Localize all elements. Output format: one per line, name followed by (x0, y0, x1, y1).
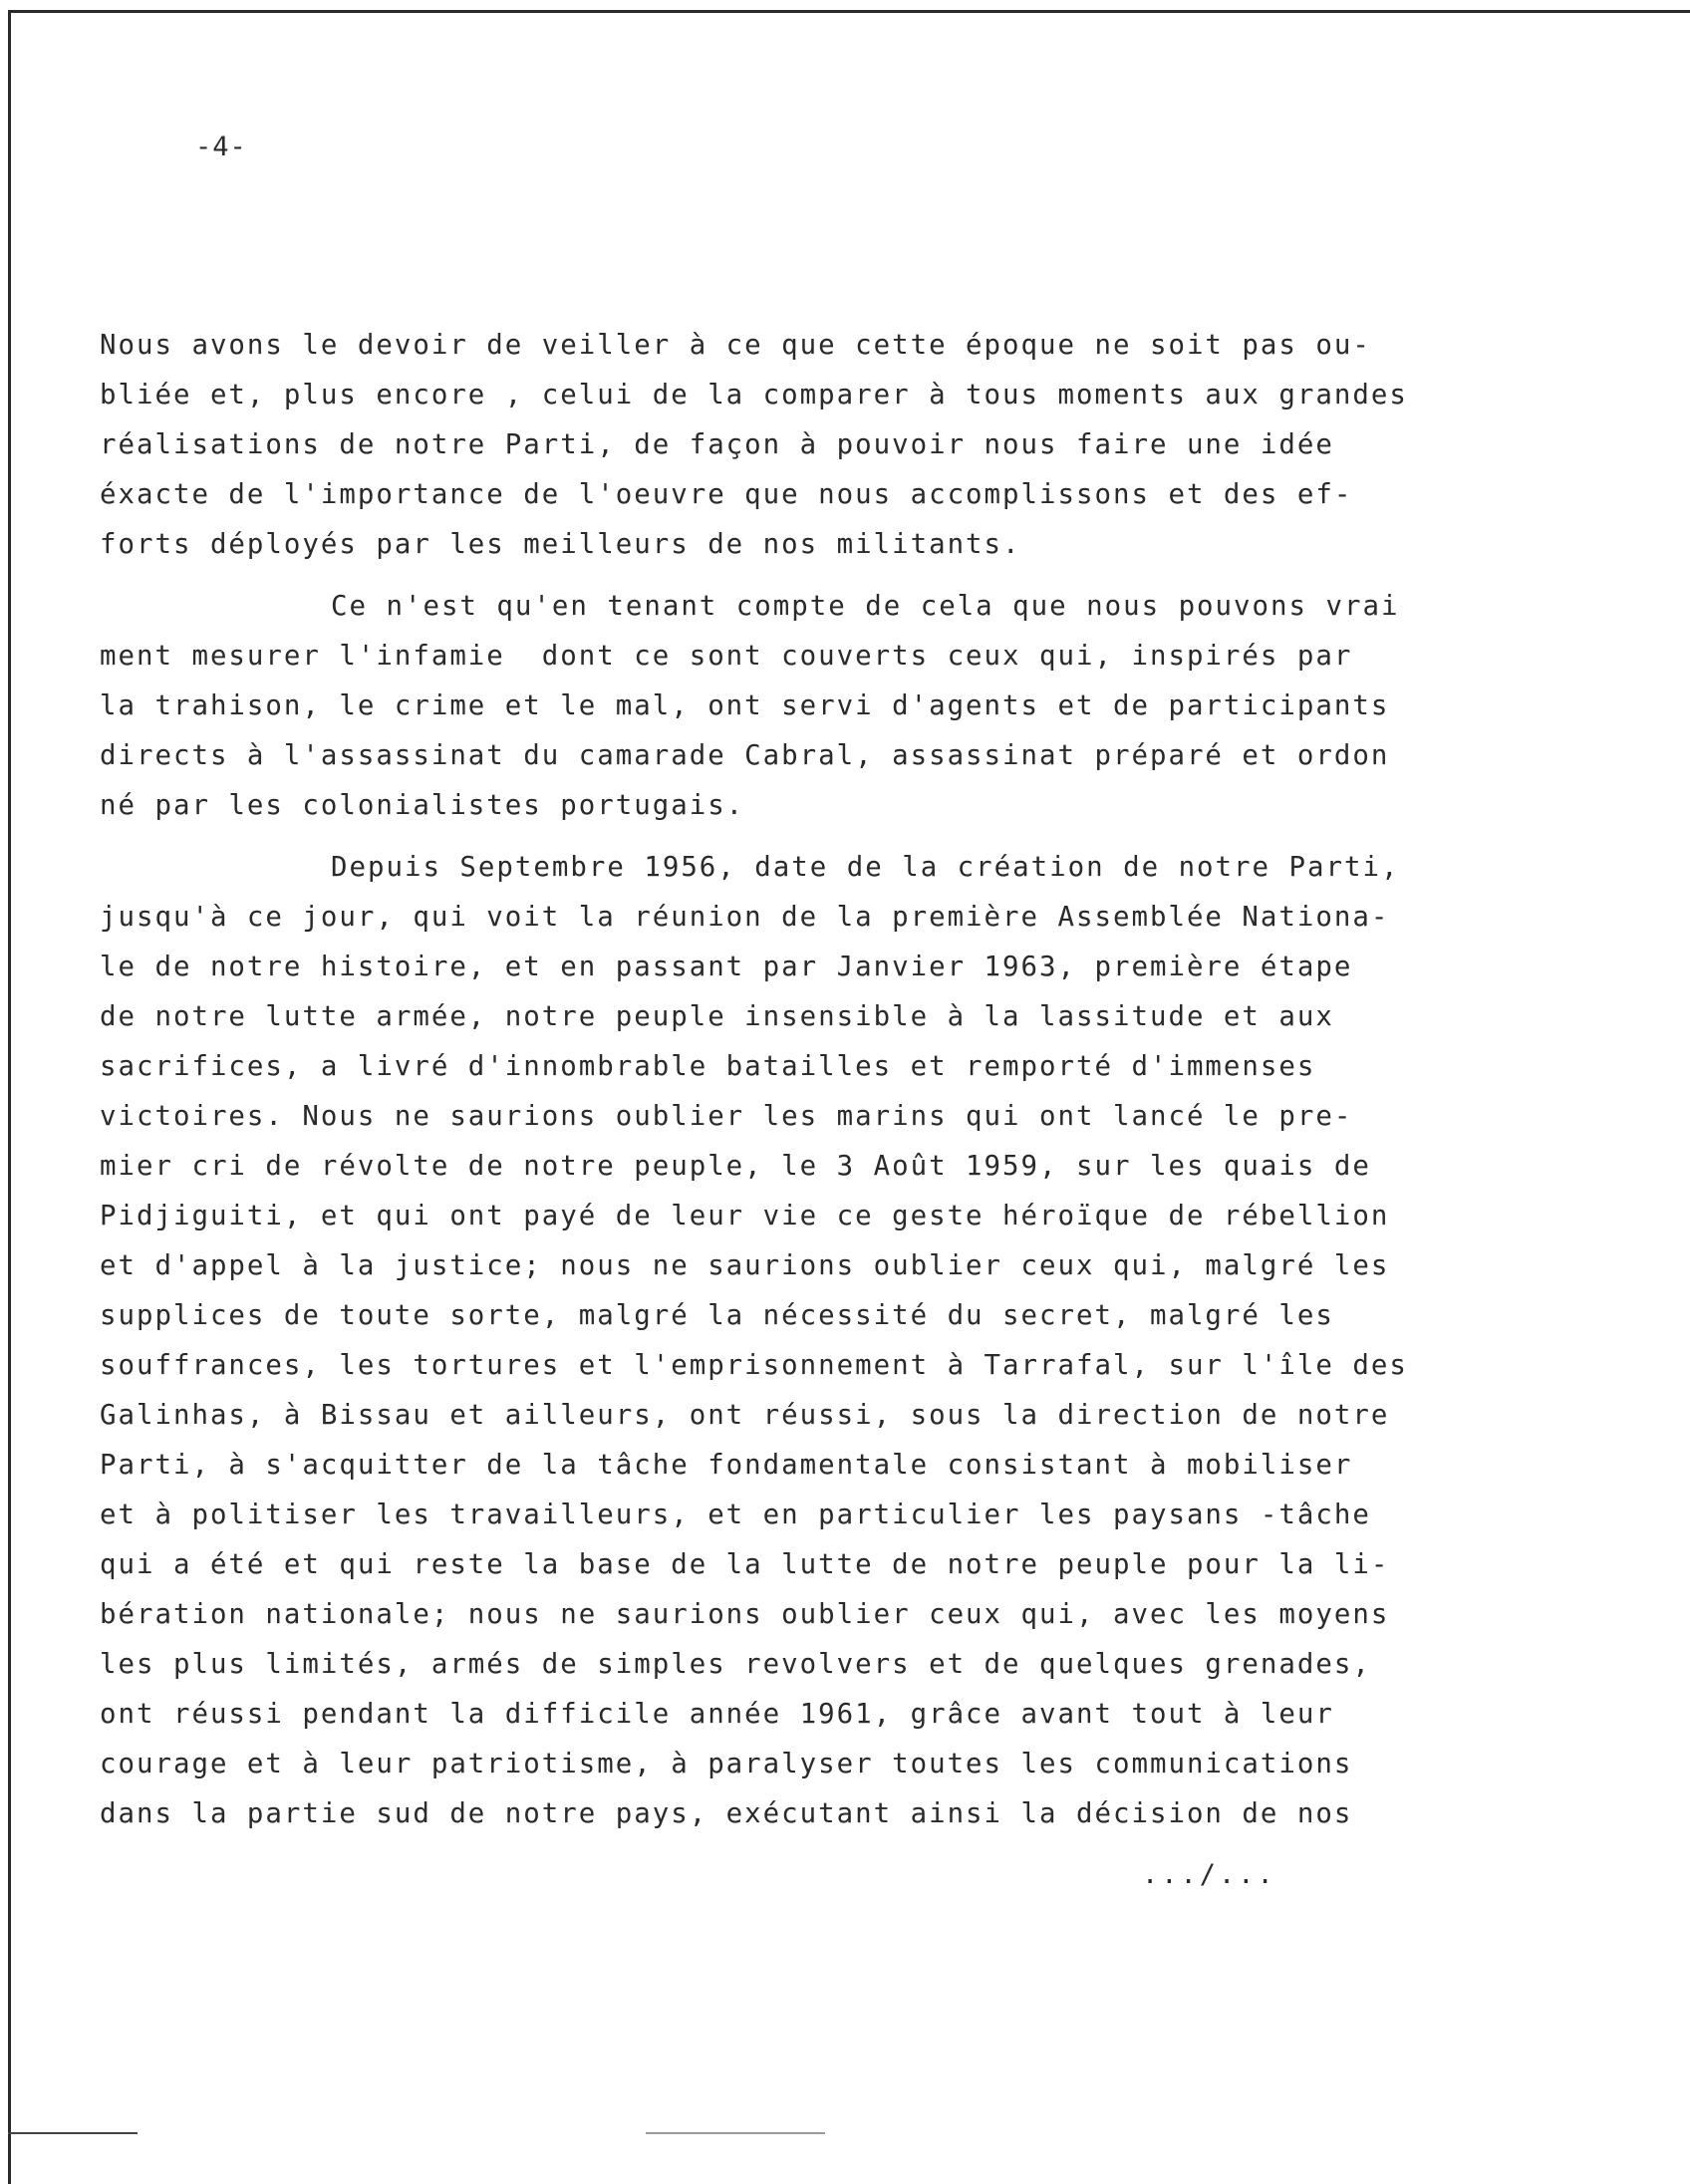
text-line: Galinhas, à Bissau et ailleurs, ont réussi, sous la direction de notre (100, 1400, 1390, 1431)
text-line: jusqu'à ce jour, qui voit la réunion de la première Assemblée Nationa- (100, 902, 1390, 933)
paragraph-3 (100, 843, 1515, 1839)
paragraph-spacer (100, 570, 1515, 582)
paragraph-spacer (100, 831, 1515, 843)
body-text (100, 321, 1515, 1839)
text-line: victoires. Nous ne saurions oublier les marins qui ont lancé le pre- (100, 1101, 1353, 1132)
text-line: directs à l'assassinat du camarade Cabral, assassinat préparé et ordon (100, 740, 1390, 771)
text-line: de notre lutte armée, notre peuple insensible à la lassitude et aux (100, 1001, 1334, 1032)
text-line: né par les colonialistes portugais. (100, 790, 745, 821)
continuation-mark: .../... (1142, 1859, 1276, 1890)
scan-border-left (8, 10, 11, 2184)
text-line: réalisations de notre Parti, de façon à pouvoir nous faire une idée (100, 429, 1334, 460)
text-line: Pidjiguiti, et qui ont payé de leur vie ce geste héroïque de rébellion (100, 1201, 1390, 1231)
text-line: bération nationale; nous ne saurions oublier ceux qui, avec les moyens (100, 1599, 1390, 1630)
text-line: Depuis Septembre 1956, date de la création de notre Parti, (331, 852, 1400, 883)
text-line: la trahison, le crime et le mal, ont servi d'agents et de participants (100, 690, 1390, 721)
text-line: mier cri de révolte de notre peuple, le 3 Août 1959, sur les quais de (100, 1151, 1371, 1182)
text-line: le de notre histoire, et en passant par Janvier 1963, première étape (100, 952, 1353, 982)
text-line: souffrances, les tortures et l'emprisonnement à Tarrafal, sur l'île des (100, 1350, 1408, 1381)
text-line: les plus limités, armés de simples revolvers et de quelques grenades, (100, 1649, 1371, 1680)
text-line: supplices de toute sorte, malgré la nécessité du secret, malgré les (100, 1300, 1334, 1331)
paragraph-2 (100, 582, 1515, 831)
scan-mark-bottom-center (646, 2132, 825, 2134)
text-line: qui a été et qui reste la base de la lutte de notre peuple pour la li- (100, 1549, 1390, 1580)
text-line: sacrifices, a livré d'innombrable batailles et remporté d'immenses (100, 1051, 1316, 1082)
scan-mark-bottom-left (8, 2132, 138, 2134)
text-line: éxacte de l'importance de l'oeuvre que nous accomplissons et des ef- (100, 479, 1353, 510)
scan-border-top (8, 10, 1690, 13)
text-line: ment mesurer l'infamie dont ce sont couverts ceux qui, inspirés par (100, 641, 1353, 672)
text-line: courage et à leur patriotisme, à paralyser toutes les communications (100, 1749, 1353, 1779)
text-line: bliée et, plus encore , celui de la comparer à tous moments aux grandes (100, 380, 1408, 410)
text-line: forts déployés par les meilleurs de nos militants. (100, 529, 1021, 560)
text-line: Ce n'est qu'en tenant compte de cela que nous pouvons vrai (331, 591, 1400, 622)
text-line: Parti, à s'acquitter de la tâche fondamentale consistant à mobiliser (100, 1450, 1353, 1481)
paragraph-1 (100, 321, 1515, 570)
text-line: dans la partie sud de notre pays, exécutant ainsi la décision de nos (100, 1798, 1353, 1829)
text-line: ont réussi pendant la difficile année 1961, grâce avant tout à leur (100, 1699, 1334, 1730)
text-line: Nous avons le devoir de veiller à ce que cette époque ne soit pas ou- (100, 330, 1371, 361)
page-number: -4- (195, 132, 247, 162)
text-line: et d'appel à la justice; nous ne saurions oublier ceux qui, malgré les (100, 1250, 1390, 1281)
text-line: et à politiser les travailleurs, et en particulier les paysans -tâche (100, 1500, 1371, 1530)
